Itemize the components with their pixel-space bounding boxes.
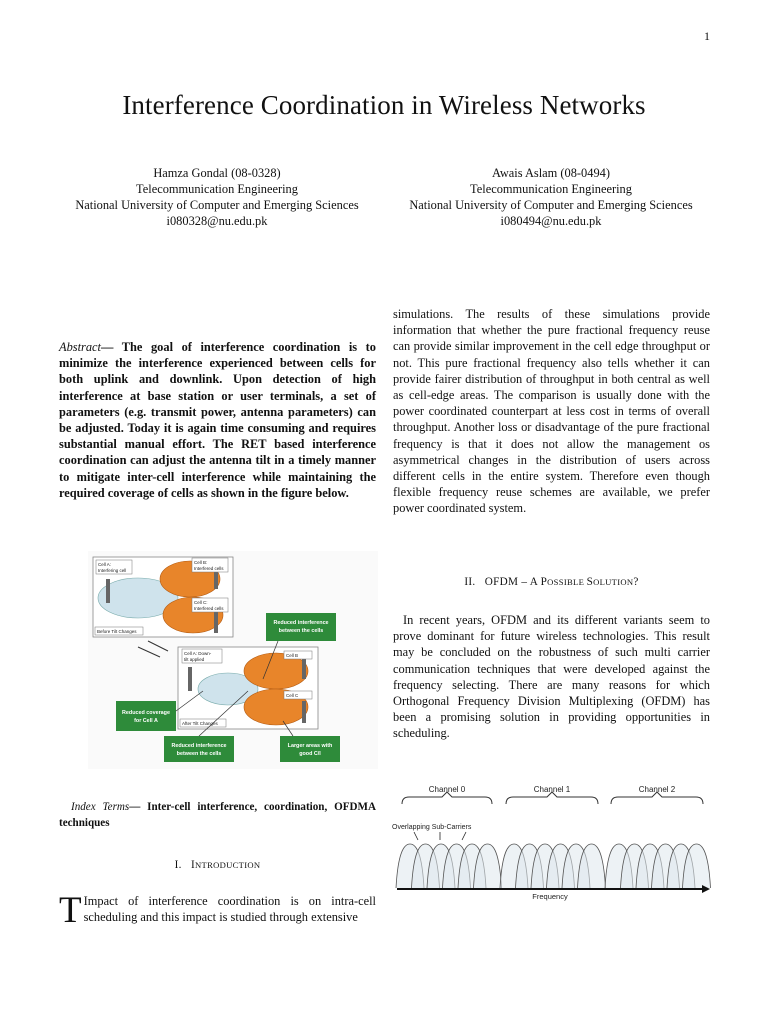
callout-reduced-coverage <box>116 701 176 731</box>
svg-text:Reduced coverage: Reduced coverage <box>122 710 170 716</box>
tower-icon <box>302 657 306 679</box>
svg-text:Reduced interference: Reduced interference <box>171 743 227 749</box>
index-terms: Index Terms— Inter-cell interference, coordination, OFDMA techniques <box>59 801 376 829</box>
label-cell-b: Interfered cells <box>194 566 224 571</box>
svg-text:good C/I: good C/I <box>299 751 321 757</box>
svg-text:for Cell A: for Cell A <box>134 718 158 724</box>
author-affiliation: National University of Computer and Emerging Sciences <box>409 198 693 212</box>
author-email: i080494@nu.edu.pk <box>500 214 602 228</box>
author-email: i080328@nu.edu.pk <box>166 214 268 228</box>
svg-text:Reduced interference: Reduced interference <box>273 620 329 626</box>
paper-title: Interference Coordination in Wireless Networks <box>122 90 646 120</box>
label-cell-a-downtilt: tilt applied <box>184 657 205 662</box>
svg-text:Larger areas with: Larger areas with <box>287 743 333 749</box>
frequency-label: Frequency <box>532 892 568 901</box>
arrow-icon <box>462 832 466 840</box>
ofdm-paragraph: In recent years, OFDM and its different variants seem to prove dominant for future wireless technologies. This result may be concluded on the robustness of such multi carrier communication techniques that were developed against the frequency selecting. There are many reasons for which Orthogonal Frequency Division Multiplexing (OFDM) has been a promising solution in providing opportunities in scheduling. <box>393 613 710 741</box>
callout-reduced-interference-top <box>266 613 336 641</box>
abstract <box>59 339 376 501</box>
svg-text:between the cells: between the cells <box>176 751 222 757</box>
intro-paragraph <box>59 890 376 931</box>
label-cell-c: Interfered cells <box>194 606 224 611</box>
author-block-2 <box>386 165 716 229</box>
author-dept: Telecommunication Engineering <box>136 182 298 196</box>
label-before: Before Tilt Changes <box>97 629 137 634</box>
label-cell-a-interfering: Interfering cell <box>98 568 127 573</box>
figure-antenna-tilt <box>88 551 378 769</box>
label-cell-a-downtilt: Cell A: Down- <box>184 651 212 656</box>
index-terms-text: Inter-cell interference, coordination, OFDMA techniques <box>59 801 376 829</box>
overlap-label: Overlapping Sub-Carriers <box>392 824 472 831</box>
intro-text: Impact of interference coordination is on intra-cell scheduling and this impact is studied through extensive <box>83 894 376 924</box>
author-name: Awais Aslam (08-0494) <box>492 166 610 180</box>
label-cell-b-after: Cell B <box>286 653 299 658</box>
section-heading-1: I. INTRODUCTION <box>174 859 261 871</box>
channel-1-label: Channel 1 <box>533 785 571 794</box>
section-heading-2: II. OFDM – A POSSIBLE SOLUTION? <box>464 576 639 588</box>
tower-icon <box>188 667 192 691</box>
svg-text:between the cells: between the cells <box>278 628 324 634</box>
index-terms-label: Index Terms <box>71 801 130 813</box>
abstract-label: Abstract <box>59 340 101 354</box>
label-cell-c-after: Cell C <box>286 693 299 698</box>
abstract-dash: — <box>101 340 122 354</box>
tower-icon <box>106 579 110 603</box>
label-after: After Tilt Changes <box>182 721 218 726</box>
arrow-icon <box>414 832 418 840</box>
channel-0-label: Channel 0 <box>428 785 466 794</box>
drop-cap: T <box>59 890 82 931</box>
page-number: 1 <box>704 29 710 43</box>
body-paragraph-continued: simulations. The results of these simulations provide information that whether the pure fractional frequency reuse can provide similar improvement in the cell edge throughput or not. This pure fractional frequency also tells whether it can provide fairer distribution of throughput in both central as well as cell-edge areas. The comparison is usually done with the power coordinated counterpart at less cost in terms of overall throughput. Another loss or disadvantage of the pure fractional frequency is that it does not allow the management os asymmetrical changes in the distribution of users across different cells in the entire system. Therefore even though flexible frequency reuse schemes are available, we prefer power coordinated system. <box>393 307 710 516</box>
label-cell-b: Cell B: <box>194 560 208 565</box>
label-cell-c: Cell C: <box>194 600 208 605</box>
channel-2-label: Channel 2 <box>638 785 676 794</box>
label-cell-a-interfering: Cell A: <box>98 562 112 567</box>
callout-larger-areas <box>280 736 340 762</box>
callout-reduced-interference-bottom <box>164 736 234 762</box>
author-dept: Telecommunication Engineering <box>470 182 632 196</box>
author-affiliation: National University of Computer and Emerging Sciences <box>75 198 359 212</box>
subcarrier-group <box>396 844 711 888</box>
tower-icon <box>302 701 306 723</box>
figure-ofdm-subcarriers <box>392 780 712 905</box>
author-name: Hamza Gondal (08-0328) <box>153 166 281 180</box>
author-block-1 <box>52 165 382 229</box>
abstract-text: The goal of interference coordination is to minimize the interference experienced between cells for both uplink and downlink. Upon detection of high interference at base station or user terminals, a set of parameters (e.g. transmit power, antenna parameters) can be adjusted. Today it is again time consuming and requires substantial manual effort. The RET based interference coordination can adjust the antenna tilt in a timely manner to mitigate inter-cell interference while maintaining the required coverage of cells as shown in the figure below. <box>59 340 376 500</box>
tower-icon <box>214 611 218 633</box>
